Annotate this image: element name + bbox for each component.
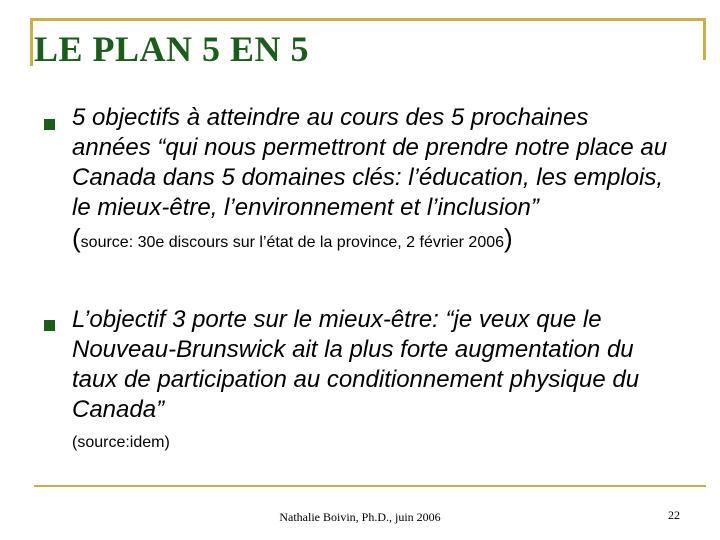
page-number: 22 [668,508,680,522]
frame-left-line [30,18,33,66]
frame-right-line [703,18,706,60]
slide-title: LE PLAN 5 EN 5 [34,29,310,69]
source-open-paren: ( [72,223,81,253]
footer-author: Nathalie Boivin, Ph.D., juin 2006 [279,510,441,524]
bullet-marker-1 [44,119,55,130]
bullet-source-1: source: 30e discours sur l’état de la province, 2 février 2006 [80,234,505,251]
bullet-item-1 [72,103,672,258]
bullet-marker-2 [44,320,55,331]
source-close-paren: ) [504,223,513,253]
footer-divider [34,485,706,487]
bullet-item-2 [72,305,672,425]
bullet-text-2: L’objectif 3 porte sur le mieux-être: “je veux que le Nouveau-Brunswick ait la plus forte augmentation du taux de participation au conditionnement physique du Canada” [72,306,640,423]
frame-top-line [32,18,706,21]
bullet-text-1: 5 objectifs à atteindre au cours des 5 prochaines années “qui nous permettront de prendre notre place au Canada dans 5 domaines clés: l’éducation, les emplois, le mieux-être, l’environnement et l’inclusion” [72,104,668,221]
bullet-source-2: (source:idem) [72,434,170,451]
